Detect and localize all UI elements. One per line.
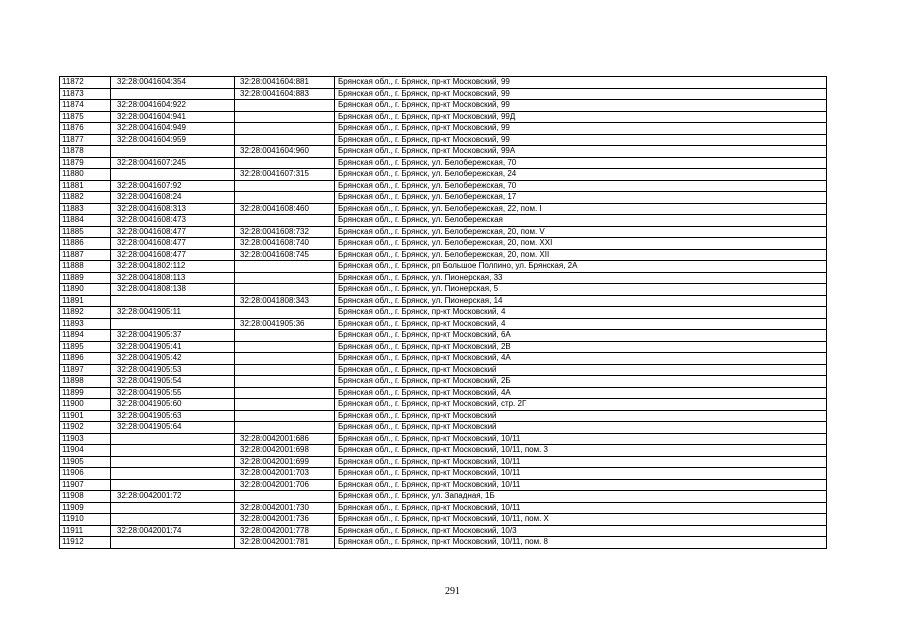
table-row	[60, 307, 827, 319]
building-cadastral-number-cell: 32:28:0041808:138	[111, 284, 235, 296]
table-row	[60, 157, 827, 169]
table-row	[60, 330, 827, 342]
address-cell: Брянская обл., г. Брянск, рп Большое Полпино, ул. Брянская, 2А	[335, 261, 827, 273]
address-cell: Брянская обл., г. Брянск, пр-кт Московский, 10/11	[335, 456, 827, 468]
row-number-cell: 11909	[60, 502, 111, 514]
address-cell: Брянская обл., г. Брянск, пр-кт Московский	[335, 410, 827, 422]
building-cadastral-number-cell: 32:28:0041608:477	[111, 226, 235, 238]
table-row	[60, 180, 827, 192]
row-number-cell: 11883	[60, 203, 111, 215]
premises-cadastral-number-cell: 32:28:0042001:699	[235, 456, 335, 468]
table-row	[60, 88, 827, 100]
table-row	[60, 410, 827, 422]
address-cell: Брянская обл., г. Брянск, ул. Белобережская, 20, пом. XII	[335, 249, 827, 261]
building-cadastral-number-cell	[111, 433, 235, 445]
address-cell: Брянская обл., г. Брянск, пр-кт Московский, 10/11	[335, 479, 827, 491]
address-cell: Брянская обл., г. Брянск, ул. Западная, 1Б	[335, 491, 827, 503]
building-cadastral-number-cell: 32:28:0041808:113	[111, 272, 235, 284]
building-cadastral-number-cell	[111, 169, 235, 181]
building-cadastral-number-cell: 32:28:0041604:941	[111, 111, 235, 123]
table-row	[60, 169, 827, 181]
page-number: 291	[445, 586, 460, 597]
building-cadastral-number-cell: 32:28:0041608:24	[111, 192, 235, 204]
premises-cadastral-number-cell	[235, 215, 335, 227]
premises-cadastral-number-cell	[235, 410, 335, 422]
row-number-cell: 11905	[60, 456, 111, 468]
premises-cadastral-number-cell	[235, 261, 335, 273]
building-cadastral-number-cell: 32:28:0041608:477	[111, 249, 235, 261]
address-cell: Брянская обл., г. Брянск, пр-кт Московский, 10/11, пом. X	[335, 514, 827, 526]
address-cell: Брянская обл., г. Брянск, пр-кт Московский, 2Б	[335, 376, 827, 388]
premises-cadastral-number-cell: 32:28:0041905:36	[235, 318, 335, 330]
premises-cadastral-number-cell	[235, 180, 335, 192]
address-cell: Брянская обл., г. Брянск, ул. Пионерская, 5	[335, 284, 827, 296]
building-cadastral-number-cell	[111, 502, 235, 514]
table-row	[60, 134, 827, 146]
row-number-cell: 11894	[60, 330, 111, 342]
table-row	[60, 364, 827, 376]
address-cell: Брянская обл., г. Брянск, пр-кт Московский, 10/11	[335, 433, 827, 445]
table-row	[60, 226, 827, 238]
row-number-cell: 11888	[60, 261, 111, 273]
address-cell: Брянская обл., г. Брянск, ул. Белобережская, 20, пом. XXI	[335, 238, 827, 250]
building-cadastral-number-cell: 32:28:0041905:60	[111, 399, 235, 411]
table-row	[60, 261, 827, 273]
premises-cadastral-number-cell	[235, 272, 335, 284]
address-cell: Брянская обл., г. Брянск, пр-кт Московский, стр. 2Г	[335, 399, 827, 411]
premises-cadastral-number-cell: 32:28:0041607:315	[235, 169, 335, 181]
table-row	[60, 123, 827, 135]
premises-cadastral-number-cell	[235, 364, 335, 376]
row-number-cell: 11906	[60, 468, 111, 480]
address-cell: Брянская обл., г. Брянск, пр-кт Московский, 10/11	[335, 502, 827, 514]
building-cadastral-number-cell	[111, 295, 235, 307]
premises-cadastral-number-cell: 32:28:0041604:960	[235, 146, 335, 158]
row-number-cell: 11912	[60, 537, 111, 549]
row-number-cell: 11879	[60, 157, 111, 169]
table-row	[60, 318, 827, 330]
row-number-cell: 11892	[60, 307, 111, 319]
row-number-cell: 11873	[60, 88, 111, 100]
address-cell: Брянская обл., г. Брянск, пр-кт Московский, 99	[335, 88, 827, 100]
address-cell: Брянская обл., г. Брянск, пр-кт Московский, 99	[335, 77, 827, 89]
premises-cadastral-number-cell	[235, 111, 335, 123]
building-cadastral-number-cell: 32:28:0041607:245	[111, 157, 235, 169]
building-cadastral-number-cell	[111, 479, 235, 491]
address-cell: Брянская обл., г. Брянск, ул. Белобережская, 24	[335, 169, 827, 181]
building-cadastral-number-cell	[111, 318, 235, 330]
row-number-cell: 11896	[60, 353, 111, 365]
building-cadastral-number-cell	[111, 514, 235, 526]
row-number-cell: 11877	[60, 134, 111, 146]
row-number-cell: 11908	[60, 491, 111, 503]
address-cell: Брянская обл., г. Брянск, пр-кт Московский	[335, 422, 827, 434]
address-cell: Брянская обл., г. Брянск, пр-кт Московский, 99А	[335, 146, 827, 158]
address-cell: Брянская обл., г. Брянск, пр-кт Московский, 4	[335, 307, 827, 319]
building-cadastral-number-cell: 32:28:0041608:313	[111, 203, 235, 215]
table-row	[60, 525, 827, 537]
table-row	[60, 479, 827, 491]
premises-cadastral-number-cell: 32:28:0042001:703	[235, 468, 335, 480]
address-cell: Брянская обл., г. Брянск, пр-кт Московский, 4А	[335, 387, 827, 399]
building-cadastral-number-cell	[111, 146, 235, 158]
building-cadastral-number-cell	[111, 537, 235, 549]
table-row	[60, 387, 827, 399]
premises-cadastral-number-cell	[235, 399, 335, 411]
building-cadastral-number-cell	[111, 468, 235, 480]
premises-cadastral-number-cell	[235, 422, 335, 434]
row-number-cell: 11872	[60, 77, 111, 89]
address-cell: Брянская обл., г. Брянск, пр-кт Московский, 4А	[335, 353, 827, 365]
premises-cadastral-number-cell	[235, 491, 335, 503]
premises-cadastral-number-cell	[235, 341, 335, 353]
row-number-cell: 11882	[60, 192, 111, 204]
row-number-cell: 11878	[60, 146, 111, 158]
row-number-cell: 11904	[60, 445, 111, 457]
premises-cadastral-number-cell: 32:28:0042001:686	[235, 433, 335, 445]
table-row	[60, 491, 827, 503]
table-row	[60, 502, 827, 514]
building-cadastral-number-cell: 32:28:0041608:477	[111, 238, 235, 250]
building-cadastral-number-cell: 32:28:0041905:37	[111, 330, 235, 342]
premises-cadastral-number-cell	[235, 353, 335, 365]
table-row	[60, 514, 827, 526]
premises-cadastral-number-cell: 32:28:0042001:781	[235, 537, 335, 549]
building-cadastral-number-cell: 32:28:0041905:55	[111, 387, 235, 399]
table-row	[60, 100, 827, 112]
premises-cadastral-number-cell: 32:28:0041608:745	[235, 249, 335, 261]
row-number-cell: 11900	[60, 399, 111, 411]
premises-cadastral-number-cell: 32:28:0042001:698	[235, 445, 335, 457]
premises-cadastral-number-cell	[235, 284, 335, 296]
row-number-cell: 11886	[60, 238, 111, 250]
address-cell: Брянская обл., г. Брянск, ул. Белобережская, 70	[335, 157, 827, 169]
address-cell: Брянская обл., г. Брянск, пр-кт Московский, 10/11, пом. 8	[335, 537, 827, 549]
table-row	[60, 238, 827, 250]
table-row	[60, 111, 827, 123]
address-cell: Брянская обл., г. Брянск, ул. Белобережская, 17	[335, 192, 827, 204]
premises-cadastral-number-cell	[235, 157, 335, 169]
row-number-cell: 11874	[60, 100, 111, 112]
building-cadastral-number-cell: 32:28:0041604:922	[111, 100, 235, 112]
premises-cadastral-number-cell: 32:28:0041608:460	[235, 203, 335, 215]
row-number-cell: 11902	[60, 422, 111, 434]
premises-cadastral-number-cell: 32:28:0041604:881	[235, 77, 335, 89]
premises-cadastral-number-cell: 32:28:0042001:736	[235, 514, 335, 526]
table-row	[60, 433, 827, 445]
address-cell: Брянская обл., г. Брянск, пр-кт Московский, 99	[335, 134, 827, 146]
premises-cadastral-number-cell: 32:28:0042001:706	[235, 479, 335, 491]
row-number-cell: 11876	[60, 123, 111, 135]
premises-cadastral-number-cell: 32:28:0042001:778	[235, 525, 335, 537]
cadastral-table	[59, 76, 827, 549]
building-cadastral-number-cell: 32:28:0041604:949	[111, 123, 235, 135]
table-row	[60, 249, 827, 261]
address-cell: Брянская обл., г. Брянск, пр-кт Московский, 99	[335, 100, 827, 112]
premises-cadastral-number-cell	[235, 387, 335, 399]
row-number-cell: 11901	[60, 410, 111, 422]
building-cadastral-number-cell	[111, 456, 235, 468]
premises-cadastral-number-cell	[235, 192, 335, 204]
table-row	[60, 284, 827, 296]
table-row	[60, 376, 827, 388]
row-number-cell: 11893	[60, 318, 111, 330]
building-cadastral-number-cell: 32:28:0041905:42	[111, 353, 235, 365]
table-row	[60, 456, 827, 468]
address-cell: Брянская обл., г. Брянск, пр-кт Московский, 10/11	[335, 468, 827, 480]
row-number-cell: 11881	[60, 180, 111, 192]
table-row	[60, 192, 827, 204]
table-row	[60, 215, 827, 227]
address-cell: Брянская обл., г. Брянск, пр-кт Московский, 10/3	[335, 525, 827, 537]
building-cadastral-number-cell: 32:28:0041905:53	[111, 364, 235, 376]
table-row	[60, 537, 827, 549]
building-cadastral-number-cell: 32:28:0041608:473	[111, 215, 235, 227]
table-row	[60, 295, 827, 307]
building-cadastral-number-cell	[111, 445, 235, 457]
row-number-cell: 11887	[60, 249, 111, 261]
table-row	[60, 77, 827, 89]
row-number-cell: 11890	[60, 284, 111, 296]
row-number-cell: 11891	[60, 295, 111, 307]
premises-cadastral-number-cell: 32:28:0041608:732	[235, 226, 335, 238]
table-row	[60, 353, 827, 365]
premises-cadastral-number-cell	[235, 330, 335, 342]
building-cadastral-number-cell: 32:28:0041802:112	[111, 261, 235, 273]
building-cadastral-number-cell: 32:28:0041905:41	[111, 341, 235, 353]
premises-cadastral-number-cell	[235, 123, 335, 135]
table-body	[60, 77, 827, 549]
address-cell: Брянская обл., г. Брянск, пр-кт Московский	[335, 364, 827, 376]
address-cell: Брянская обл., г. Брянск, пр-кт Московский, 99	[335, 123, 827, 135]
address-cell: Брянская обл., г. Брянск, ул. Белобережская, 22, пом. I	[335, 203, 827, 215]
address-cell: Брянская обл., г. Брянск, ул. Белобережская, 20, пом. V	[335, 226, 827, 238]
table-row	[60, 399, 827, 411]
row-number-cell: 11895	[60, 341, 111, 353]
row-number-cell: 11880	[60, 169, 111, 181]
address-cell: Брянская обл., г. Брянск, пр-кт Московский, 4	[335, 318, 827, 330]
address-cell: Брянская обл., г. Брянск, пр-кт Московский, 10/11, пом. 3	[335, 445, 827, 457]
building-cadastral-number-cell: 32:28:0041905:11	[111, 307, 235, 319]
premises-cadastral-number-cell: 32:28:0041808:343	[235, 295, 335, 307]
building-cadastral-number-cell: 32:28:0041604:354	[111, 77, 235, 89]
address-cell: Брянская обл., г. Брянск, пр-кт Московский, 99Д	[335, 111, 827, 123]
row-number-cell: 11889	[60, 272, 111, 284]
premises-cadastral-number-cell: 32:28:0042001:730	[235, 502, 335, 514]
building-cadastral-number-cell: 32:28:0041905:63	[111, 410, 235, 422]
building-cadastral-number-cell	[111, 88, 235, 100]
address-cell: Брянская обл., г. Брянск, ул. Пионерская, 14	[335, 295, 827, 307]
row-number-cell: 11899	[60, 387, 111, 399]
table-row	[60, 422, 827, 434]
address-cell: Брянская обл., г. Брянск, ул. Белобережская	[335, 215, 827, 227]
address-cell: Брянская обл., г. Брянск, пр-кт Московский, 2В	[335, 341, 827, 353]
address-cell: Брянская обл., г. Брянск, пр-кт Московский, 6А	[335, 330, 827, 342]
address-cell: Брянская обл., г. Брянск, ул. Пионерская, 33	[335, 272, 827, 284]
building-cadastral-number-cell: 32:28:0041604:959	[111, 134, 235, 146]
table-row	[60, 445, 827, 457]
row-number-cell: 11875	[60, 111, 111, 123]
premises-cadastral-number-cell: 32:28:0041604:883	[235, 88, 335, 100]
row-number-cell: 11907	[60, 479, 111, 491]
premises-cadastral-number-cell	[235, 376, 335, 388]
building-cadastral-number-cell: 32:28:0042001:74	[111, 525, 235, 537]
row-number-cell: 11885	[60, 226, 111, 238]
building-cadastral-number-cell: 32:28:0041905:64	[111, 422, 235, 434]
row-number-cell: 11911	[60, 525, 111, 537]
table-row	[60, 468, 827, 480]
premises-cadastral-number-cell: 32:28:0041608:740	[235, 238, 335, 250]
table-row	[60, 272, 827, 284]
premises-cadastral-number-cell	[235, 100, 335, 112]
table-row	[60, 146, 827, 158]
premises-cadastral-number-cell	[235, 134, 335, 146]
row-number-cell: 11903	[60, 433, 111, 445]
building-cadastral-number-cell: 32:28:0042001:72	[111, 491, 235, 503]
row-number-cell: 11898	[60, 376, 111, 388]
premises-cadastral-number-cell	[235, 307, 335, 319]
address-cell: Брянская обл., г. Брянск, ул. Белобережская, 70	[335, 180, 827, 192]
table-row	[60, 203, 827, 215]
row-number-cell: 11897	[60, 364, 111, 376]
row-number-cell: 11884	[60, 215, 111, 227]
building-cadastral-number-cell: 32:28:0041905:54	[111, 376, 235, 388]
table-row	[60, 341, 827, 353]
building-cadastral-number-cell: 32:28:0041607:92	[111, 180, 235, 192]
row-number-cell: 11910	[60, 514, 111, 526]
